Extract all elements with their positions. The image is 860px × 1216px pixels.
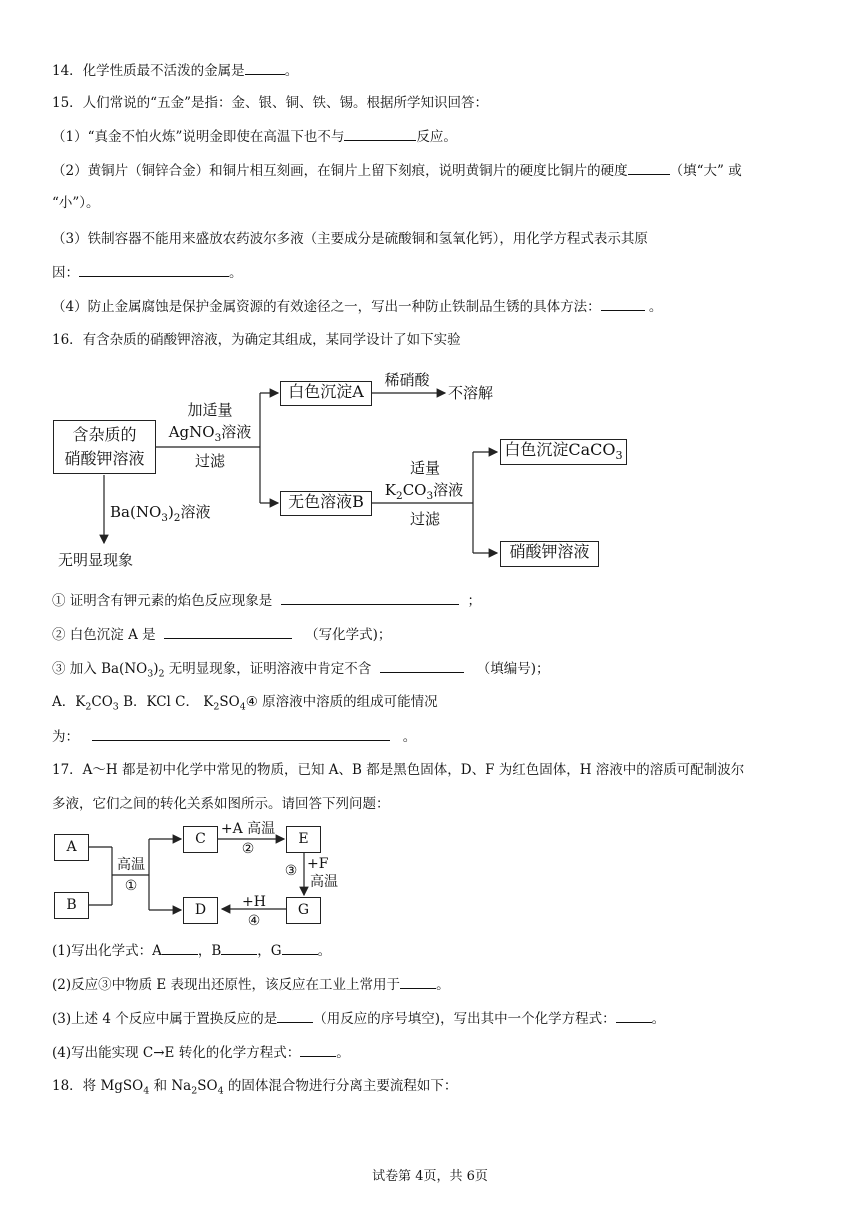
- plus-a-label: +A 高温: [220, 821, 276, 837]
- answer-blank[interactable]: [277, 1008, 313, 1023]
- plus-f-label: +F: [307, 856, 329, 872]
- answer-blank[interactable]: [221, 940, 257, 955]
- q17-sub4: (4)写出能实现 C→E 转化的化学方程式： 。: [52, 1042, 350, 1063]
- answer-blank[interactable]: [162, 940, 198, 955]
- bano3-label: $Ba(NO_3)_2$溶液: [110, 503, 211, 524]
- q17-intro-1: 17．A～H 都是初中化学中常见的物质，已知 A、B 都是黑色固体，D、F 为红色固体，H 溶液中的溶质可配制波尔: [52, 762, 745, 778]
- page-footer: 试卷第 4页，共 6页: [372, 1169, 488, 1184]
- reagent1-label-mid: AgNO$_3$溶液: [168, 423, 252, 444]
- q15-part2-cont: “小”）。: [52, 195, 100, 211]
- q14-line: 14．化学性质最不活泼的金属是 。: [52, 60, 298, 81]
- q15-part3: （3）铁制容器不能用来盛放农药波尔多液（主要成分是硫酸铜和氢氧化钙），用化学方程式表示其原: [52, 231, 648, 247]
- q15-part1: （1）“真金不怕火炼”说明金即使在高温下也不与 反应。: [52, 126, 457, 147]
- no-change-label: 无明显现象: [58, 551, 134, 569]
- q16-sub1: ① 证明含有钾元素的焰色反应现象是 ；: [52, 590, 481, 611]
- node-e: E: [286, 826, 321, 853]
- reaction-number-1: ①: [124, 878, 138, 894]
- q17-intro-2: 多液，它们之间的转化关系如图所示。请回答下列问题：: [52, 796, 390, 812]
- reaction-number-3: ③: [284, 863, 298, 879]
- answer-blank[interactable]: [282, 940, 318, 955]
- reagent2-label-top: 适量: [409, 459, 440, 477]
- box-kno3-solution: 硝酸钾溶液: [500, 541, 599, 567]
- node-g: G: [286, 897, 321, 924]
- node-a: A: [54, 834, 89, 861]
- reaction-number-2: ②: [241, 841, 255, 857]
- reagent1-label-bot: 过滤: [194, 452, 225, 470]
- answer-blank[interactable]: [400, 974, 436, 989]
- flow-start-box: 含杂质的 硝酸钾溶液: [53, 420, 156, 474]
- node-c: C: [183, 826, 218, 853]
- answer-blank[interactable]: [300, 1042, 336, 1057]
- q17-sub3: (3)上述 4 个反应中属于置换反应的是 （用反应的序号填空)，写出其中一个化学方程式： 。: [52, 1008, 665, 1029]
- reagent2-label-mid: $K_2CO_3$溶液: [384, 481, 464, 502]
- q16-sub4: 为： 。: [52, 726, 416, 747]
- gaowen-label-1: 高温: [117, 857, 145, 873]
- q17-sub2: (2)反应③中物质 E 表现出还原性，该反应在工业上常用于 。: [52, 974, 450, 995]
- gaowen-label-3: 高温: [310, 874, 338, 890]
- q15-part4: （4）防止金属腐蚀是保护金属资源的有效途径之一，写出一种防止铁制品生锈的具体方法： 。: [52, 296, 662, 317]
- reagent2-label-bot: 过滤: [409, 510, 440, 528]
- node-b: B: [54, 892, 89, 919]
- reagent1-label-top: 加适量: [187, 401, 233, 419]
- box-white-precipitate-a: 白色沉淀A: [280, 381, 372, 406]
- plus-h-label: +H: [242, 894, 266, 910]
- acid-label: 稀硝酸: [384, 371, 430, 389]
- answer-blank[interactable]: [616, 1008, 652, 1023]
- reaction-number-4: ④: [247, 913, 261, 929]
- q15-part3-cont: 因： 。: [52, 262, 243, 283]
- box-colorless-solution-b: 无色溶液B: [280, 491, 372, 516]
- insoluble-label: 不溶解: [448, 384, 494, 402]
- box-caco3: 白色沉淀CaCO$_3$: [500, 439, 627, 465]
- q16-options: A．$K_2CO_3$ B．KCl C． $K_2SO_4④$ 原溶液中溶质的组成可能情况: [52, 694, 438, 713]
- q15-part2: （2）黄铜片（铜锌合金）和铜片相互刻画，在铜片上留下刻痕，说明黄铜片的硬度比铜片的硬度 （填“大” 或: [52, 160, 742, 181]
- q16-sub2: ② 白色沉淀 A 是 （写化学式)；: [52, 624, 391, 645]
- q18-intro: 18．将 MgSO$_4$ 和 $Na_2SO_4$ 的固体混合物进行分离主要流程如下：: [52, 1078, 458, 1097]
- q16-intro: 16．有含杂质的硝酸钾溶液，为确定其组成，某同学设计了如下实验: [52, 332, 461, 348]
- q15-intro: 15．人们常说的“五金”是指：金、银、铜、铁、锡。根据所学知识回答：: [52, 95, 488, 111]
- q17-sub1: (1)写出化学式：A ，B ，G 。: [52, 940, 331, 961]
- q16-sub3: ③ 加入 $Ba(NO_3)_2$ 无明显现象，证明溶液中肯定不含 （填编号)；: [52, 658, 550, 685]
- node-d: D: [183, 897, 218, 924]
